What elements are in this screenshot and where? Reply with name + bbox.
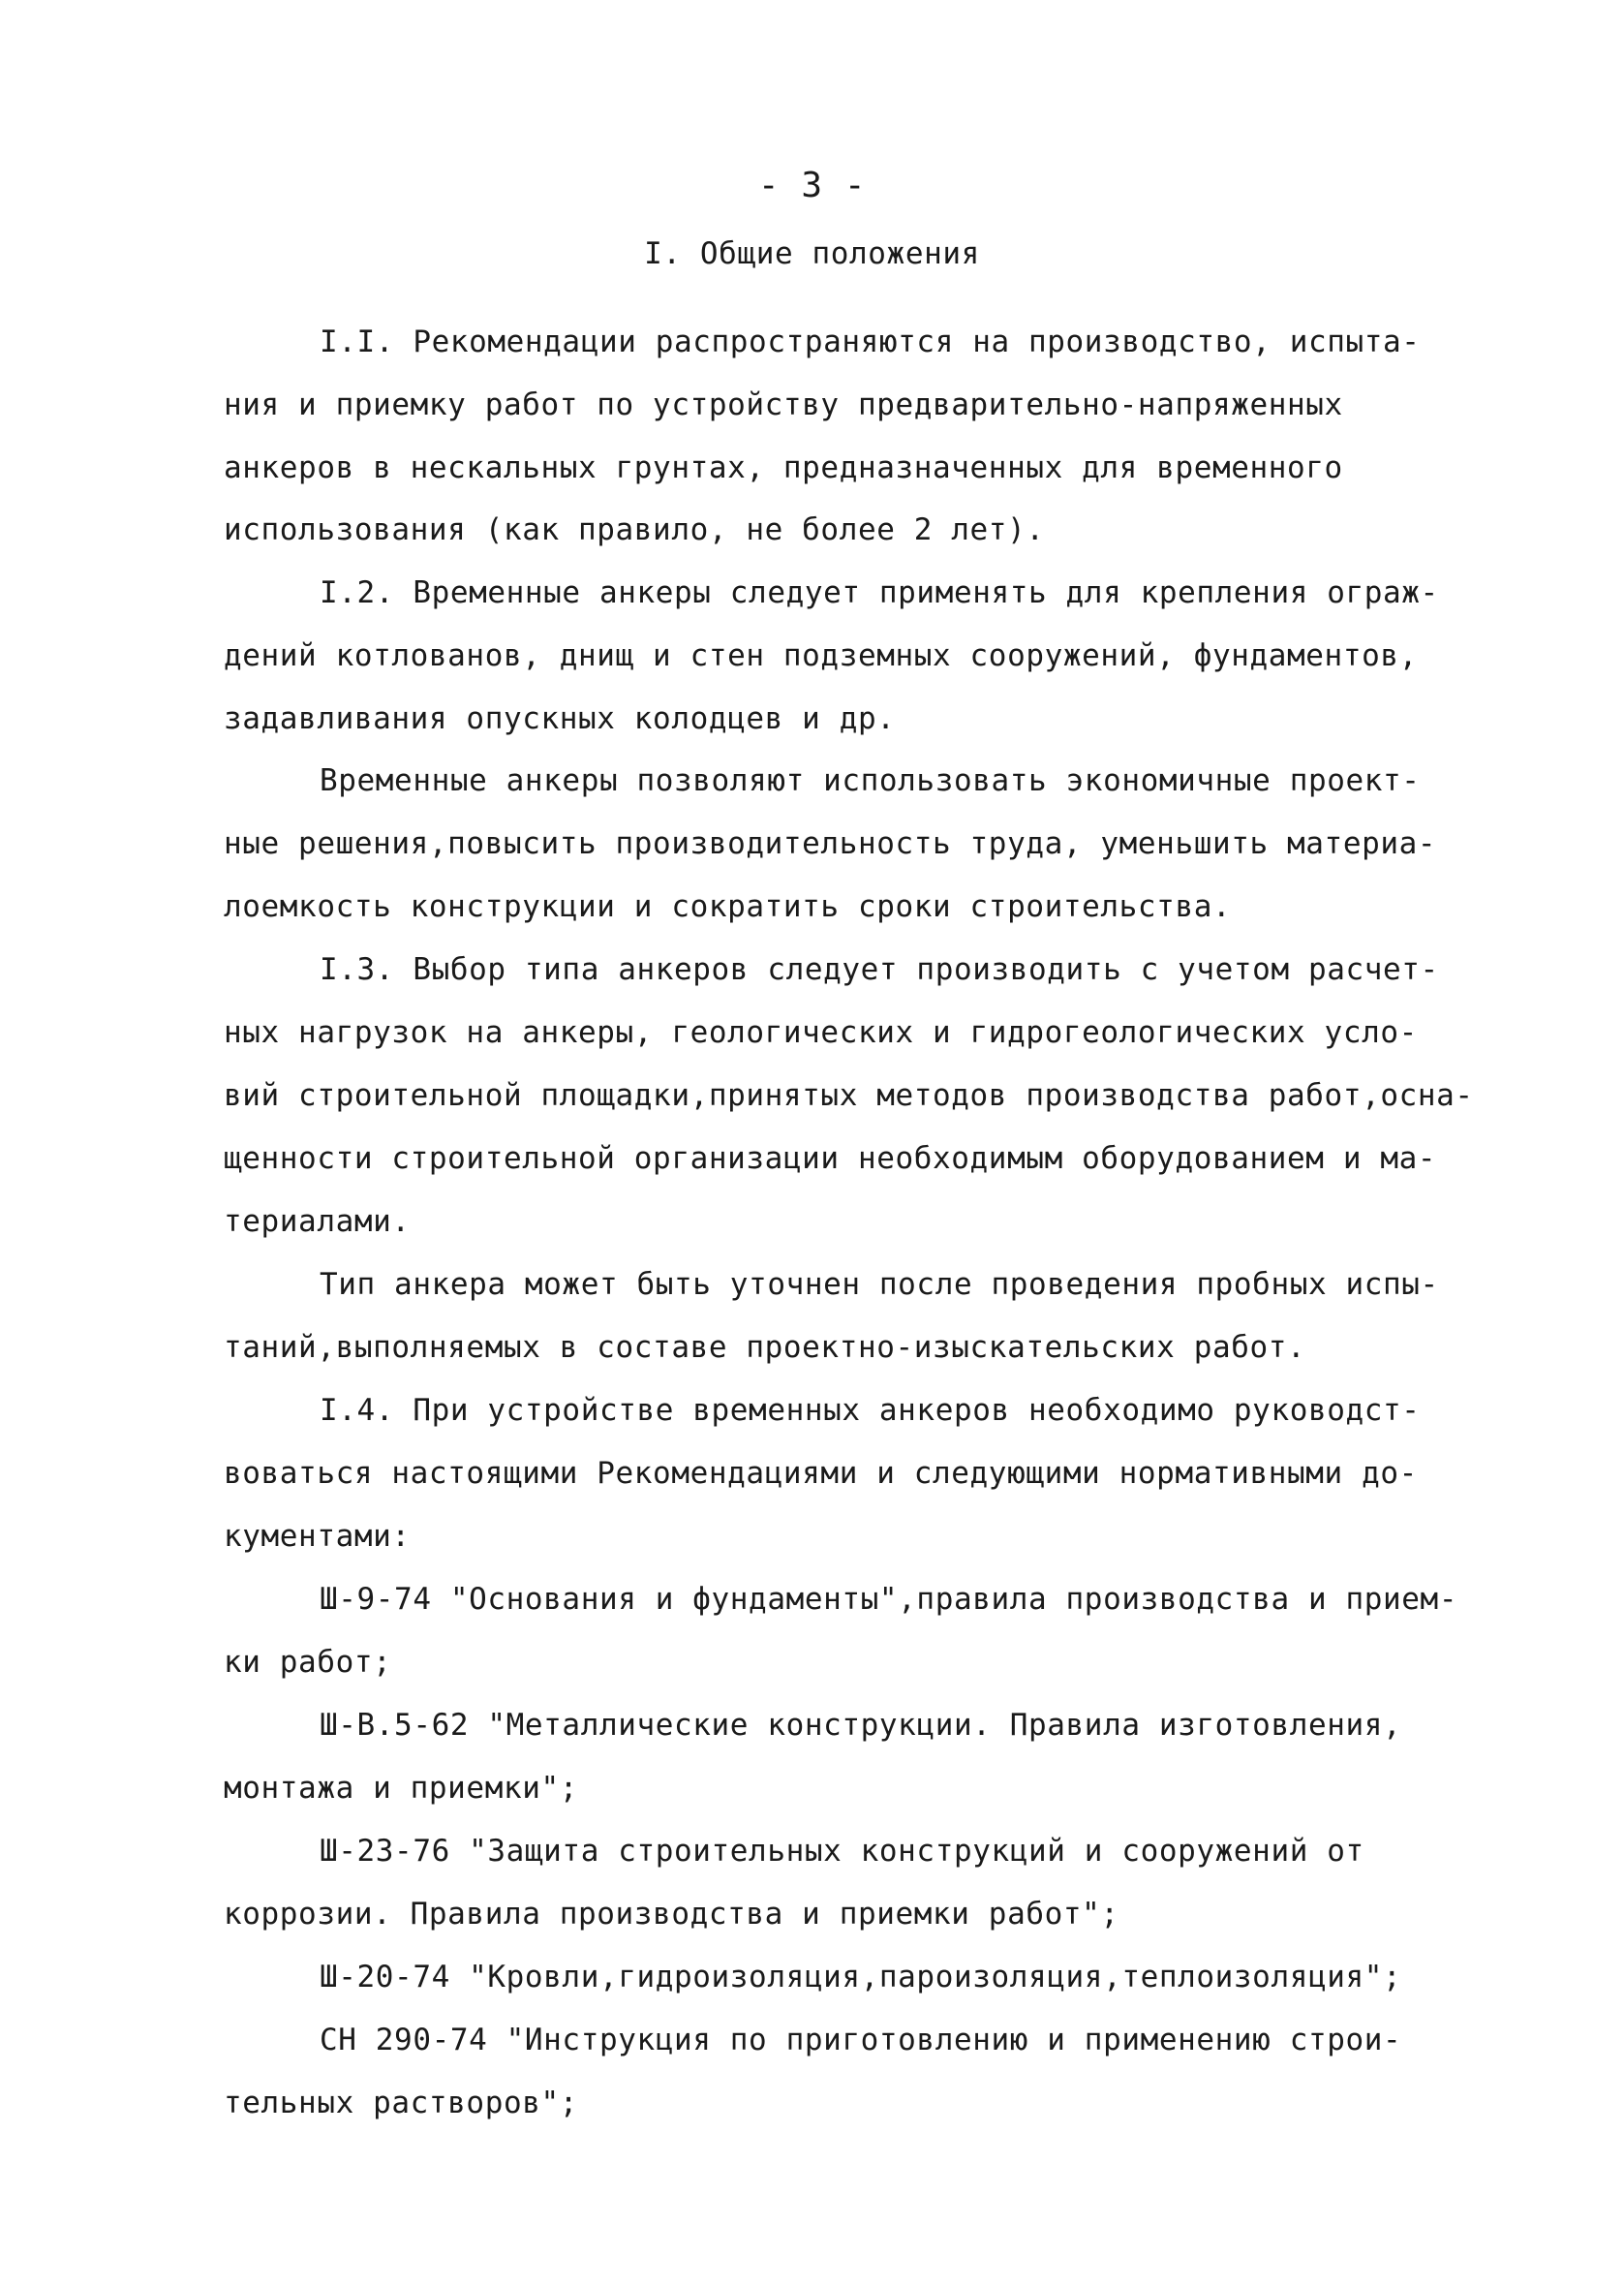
page-number: - 3 - (757, 166, 867, 205)
text-line: тельных растворов"; (224, 2086, 579, 2120)
text-line: использования (как правило, не более 2 лет). (224, 512, 1045, 547)
text-line: коррозии. Правила производства и приемки работ"; (224, 1897, 1119, 1932)
text-line: I.3. Выбор типа анкеров следует производить с учетом расчет- (320, 952, 1439, 987)
text-line: I.I. Рекомендации распространяются на производство, испыта- (320, 325, 1421, 359)
text-line: ные решения,повысить производительность труда, уменьшить материа- (224, 826, 1437, 861)
text-line: таний,выполняемых в составе проектно-изыскательских работ. (224, 1330, 1306, 1365)
text-line: ки работ; (224, 1645, 392, 1680)
text-line: ных нагрузок на анкеры, геологических и гидрогеологических усло- (224, 1015, 1418, 1050)
text-line: воваться настоящими Рекомендациями и следующими нормативными до- (224, 1456, 1418, 1491)
section-title: I. Общие положения (644, 236, 980, 271)
text-line: вий строительной площадки,принятых методов производства работ,осна- (224, 1078, 1474, 1113)
text-line: лоемкость конструкции и сократить сроки строительства. (224, 889, 1232, 924)
text-line: щенности строительной организации необходимым оборудованием и ма- (224, 1141, 1437, 1176)
text-line: I.4. При устройстве временных анкеров необходимо руководст- (320, 1393, 1421, 1428)
text-line: анкеров в нескальных грунтах, предназначенных для временного (224, 450, 1343, 485)
text-line: кументами: (224, 1519, 411, 1554)
text-line: ния и приемку работ по устройству предварительно-напряженных (224, 387, 1343, 422)
text-line: Ш-9-74 "Основания и фундаменты",правила производства и прием- (320, 1582, 1458, 1617)
text-line: Ш-20-74 "Кровли,гидроизоляция,пароизоляция,теплоизоляция"; (320, 1960, 1402, 1994)
text-line: задавливания опускных колодцев и др. (224, 701, 896, 736)
text-line: дений котлованов, днищ и стен подземных сооружений, фундаментов, (224, 638, 1418, 673)
text-line: СН 290-74 "Инструкция по приготовлению и применению строи- (320, 2023, 1402, 2057)
text-line: Временные анкеры позволяют использовать экономичные проект- (320, 763, 1421, 798)
text-line: териалами. (224, 1204, 411, 1239)
text-line: монтажа и приемки"; (224, 1771, 579, 1806)
text-line: Ш-23-76 "Защита строительных конструкций и сооружений от (320, 1834, 1364, 1869)
text-line: Тип анкера может быть уточнен после проведения пробных испы- (320, 1267, 1439, 1302)
text-line: Ш-В.5-62 "Металлические конструкции. Правила изготовления, (320, 1708, 1402, 1743)
text-line: I.2. Временные анкеры следует применять для крепления ограж- (320, 575, 1439, 610)
